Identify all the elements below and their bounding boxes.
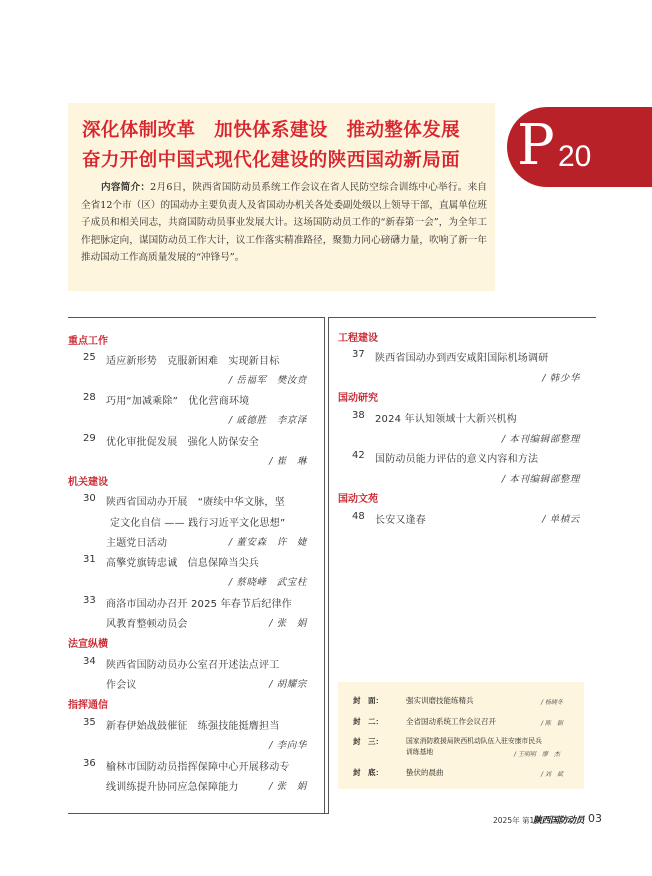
- footer-issue: 2025年 第1期: [493, 816, 542, 825]
- cover-credit-text: 国家消防救援局陕西机动队伍入驻安康市民兵: [406, 737, 542, 745]
- cover-credit-text: 强实训磨技能练精兵: [406, 696, 474, 705]
- toc-title: 新春伊始战鼓催征 练强技能挺膺担当: [106, 721, 280, 732]
- summary-line: 举行。来自全省12个市（区）的国动办主要负责人及省国动办机关各处委副处级以上: [81, 182, 488, 211]
- toc-title: 国防动员能力评估的意义内容和方法: [375, 454, 539, 465]
- toc-title: 陕西省国防动员办公室召开述法点评工: [106, 660, 280, 671]
- cover-credit-label: 封 面：: [353, 696, 383, 705]
- toc-author: / 本刊编辑部整理: [501, 434, 580, 445]
- toc-page-number: 34: [83, 656, 96, 667]
- toc-author: / 胡耀宗: [269, 679, 307, 690]
- feature-summary: [81, 179, 487, 267]
- toc-title: 陕西省国动办开展 “赓续中华文脉，坚: [106, 497, 285, 508]
- cover-credit-text: 训练基地: [406, 748, 434, 756]
- summary-lead: 内容简介：: [101, 182, 151, 193]
- toc-page-number: 25: [83, 352, 96, 363]
- divider-vertical: [324, 317, 325, 813]
- divider-vertical: [328, 317, 329, 813]
- cover-credit-label: 封 二：: [353, 717, 383, 726]
- toc-title: 高擎党旗铸忠诚 信息保障当尖兵: [106, 558, 259, 569]
- toc-author: / 蔡晓峰 武宝柱: [228, 577, 307, 588]
- toc-author: / 本刊编辑部整理: [501, 474, 580, 485]
- summary-line: 员工作的“新春第一会”，为全年工作把脉定向，谋国防动员工作大计，议工作落实: [81, 217, 487, 246]
- feature-title-line1[interactable]: 深化体制改革 加快体系建设 推动整体发展: [82, 120, 461, 141]
- footer-page-number: 03: [588, 812, 602, 825]
- section-heading: 重点工作: [68, 336, 108, 347]
- toc-author: / 单楨云: [542, 514, 580, 525]
- toc-page-number: 30: [83, 493, 96, 504]
- divider-bottom-left: [68, 813, 329, 814]
- cover-credit-author: / 陈 朝: [541, 720, 563, 727]
- toc-author: / 董安森 许 婕: [228, 537, 307, 548]
- feature-title-line2[interactable]: 奋力开创中国式现代化建设的陕西国动新局面: [82, 150, 461, 171]
- toc-title: 陕西省国动办到西安咸阳国际机场调研: [375, 353, 549, 364]
- toc-title: 2024 年认知领域十大新兴机构: [375, 414, 517, 425]
- toc-title: 长安又逢春: [375, 515, 426, 526]
- cover-credit-author: / 王明明 廖 杰: [514, 751, 560, 758]
- toc-page-number: 37: [352, 349, 365, 360]
- toc-title: 主题党日活动: [106, 538, 168, 549]
- page-badge-letter: P: [517, 113, 555, 178]
- toc-title: 商洛市国动办召开 2025 年春节后纪律作: [106, 599, 293, 610]
- section-heading: 法宣纵横: [68, 639, 108, 650]
- cover-credit-label: 封 三：: [353, 737, 383, 746]
- toc-title: 线训练提升协同应急保障能力: [106, 782, 239, 793]
- summary-line: 2月6日，陕西省国防动员系统工作会议在省人民防空综合训练中心: [150, 182, 439, 193]
- toc-title: 巧用“加减乘除” 优化营商环境: [106, 396, 250, 407]
- section-heading: 国动文苑: [338, 494, 378, 505]
- toc-author: / 张 娟: [269, 781, 307, 792]
- toc-title: 优化审批促发展 强化人防保安全: [106, 437, 259, 448]
- toc-author: / 张 娟: [269, 618, 307, 629]
- toc-page-number: 28: [83, 392, 96, 403]
- toc-author: / 岳福军 樊汝贲: [228, 375, 307, 386]
- toc-page-number: 35: [83, 717, 96, 728]
- feature-box: [68, 103, 495, 291]
- section-heading: 指挥通信: [68, 700, 108, 711]
- cover-credit-text: 全省国动系统工作会议召开: [406, 717, 496, 726]
- divider-top-left: [68, 317, 324, 318]
- toc-page-number: 38: [352, 410, 365, 421]
- toc-author: / 韩少华: [542, 373, 580, 384]
- section-heading: 国动研究: [338, 393, 378, 404]
- toc-title: 适应新形势 克服新困难 实现新目标: [106, 356, 280, 367]
- toc-page-number: 31: [83, 554, 96, 565]
- cover-credits-box: [338, 682, 584, 789]
- toc-author: / 戚德胜 李京泽: [228, 415, 307, 426]
- cover-credit-author: / 杨晓冬: [541, 699, 563, 706]
- toc-page-number: 48: [352, 511, 365, 522]
- section-heading: 机关建设: [68, 477, 108, 488]
- page-badge-number: 20: [558, 140, 592, 173]
- toc-page-number: 42: [352, 450, 365, 461]
- summary-line: 精准路径，聚勠力同心磅礴力量，吹响了新一年推动国动工作高质量发展的“冲锋号”。: [81, 234, 488, 264]
- summary-line: 领导干部，直属单位班子成员和相关同志，共商国防动员事业发展大计。这场国防动: [81, 199, 488, 229]
- toc-page-number: 33: [83, 595, 96, 606]
- section-heading: 工程建设: [338, 333, 378, 344]
- toc-title: 作会议: [106, 680, 137, 691]
- divider-top-right: [328, 317, 596, 318]
- page-badge[interactable]: [507, 107, 652, 187]
- toc-title: 榆林市国防动员指挥保障中心开展移动专: [106, 762, 290, 773]
- footer-magazine-logo: 陕西国防动员: [533, 816, 585, 826]
- toc-page-number: 29: [83, 433, 96, 444]
- toc-title: 风教育整顿动员会: [106, 619, 188, 630]
- cover-credit-text: 蛰伏的晨曲: [406, 768, 444, 777]
- toc-title: 定文化自信 —— 践行习近平文化思想”: [110, 518, 286, 529]
- toc-page-number: 36: [83, 758, 96, 769]
- cover-credit-label: 封 底：: [353, 768, 383, 777]
- toc-author: / 崔 琳: [269, 456, 307, 467]
- cover-credit-author: / 刘 斌: [541, 771, 563, 778]
- toc-author: / 李向华: [269, 740, 307, 751]
